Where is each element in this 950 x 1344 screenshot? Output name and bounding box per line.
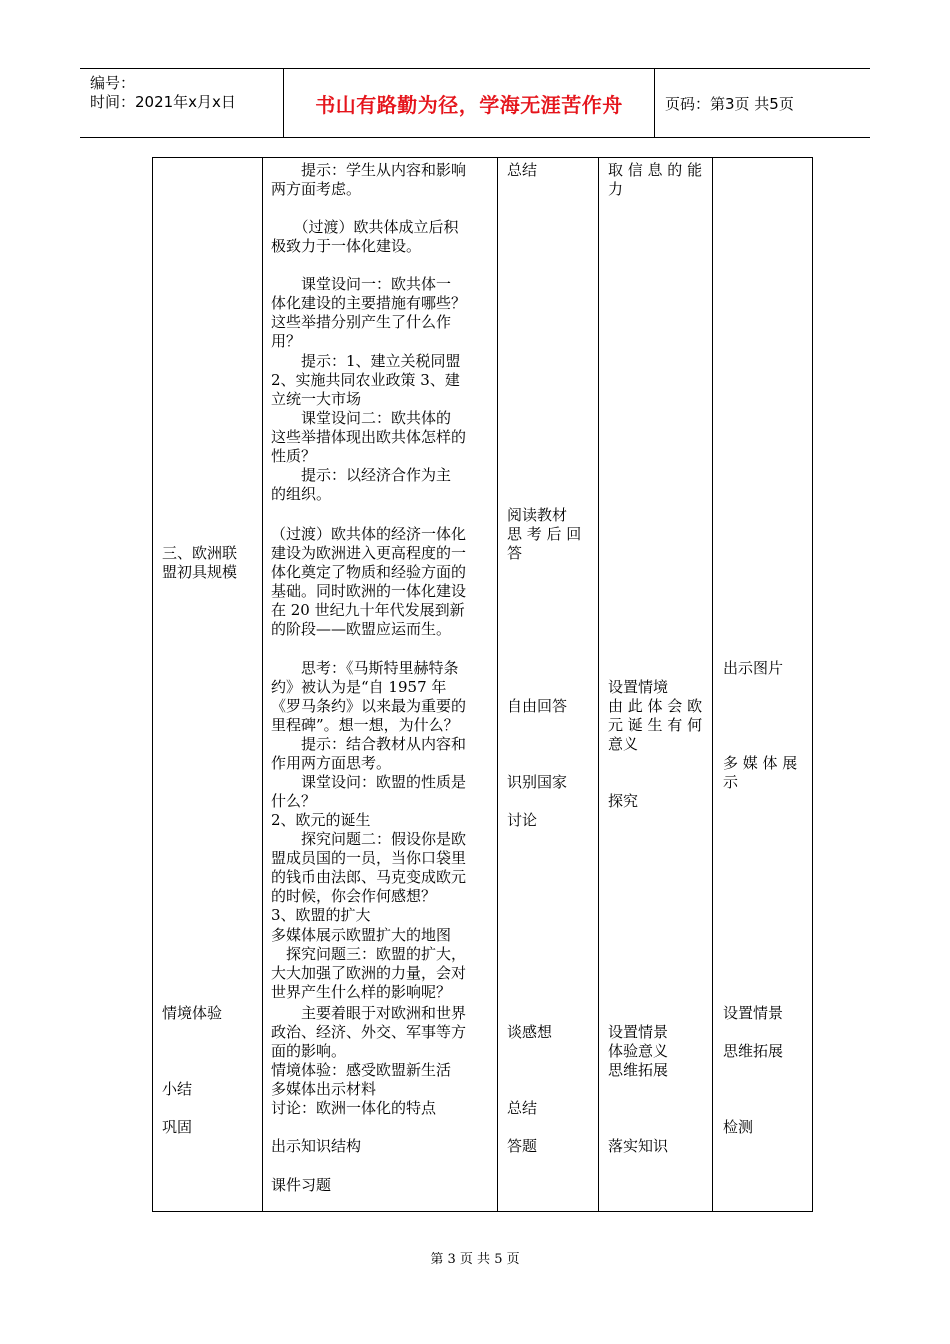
time-line: 时间：2021年x月x日 [90,93,236,111]
text-line: 示 [723,773,739,791]
section-title-line: 盟初具规模 [162,563,238,581]
number-label: 编号： [90,74,136,92]
text-line: 落实知识 [608,1137,669,1155]
text-line: 提示：1、建立关税同盟 [271,352,461,370]
text-line: 总结 [507,1099,538,1117]
text-line: 答题 [507,1137,538,1155]
text-line: 世界产生什么样的影响呢？ [271,983,452,1001]
text-line: 3、欧盟的扩大 [271,906,371,924]
text-line: 盟成员国的一员，当你口袋里 [271,849,467,867]
text-line: 2、欧元的诞生 [271,811,371,829]
lesson-table [152,157,813,1212]
text-line: 这些举措体现出欧共体怎样的 [271,428,467,446]
text-line: 多 媒 体 展 [723,754,798,772]
text-line: 性质？ [271,447,317,465]
text-line: 设置情景 [723,1004,784,1022]
text-line: 思考：《马斯特里赫特条 [271,659,459,677]
text-line: 多媒体展示欧盟扩大的地图 [271,926,452,944]
text-line: 体验意义 [608,1042,669,1060]
section-title-line: 三、欧洲联 [162,544,238,562]
text-line: 课堂设问二：欧共体的 [271,409,452,427]
page-header [80,68,870,138]
text-line: 答 [507,544,523,562]
text-line: 自由回答 [507,697,568,715]
text-line: 政治、经济、外交、军事等方 [271,1023,467,1041]
text-line: 基础。同时欧洲的一体化建设 [271,582,467,600]
text-line: 立统一大市场 [271,390,362,408]
text-line: 情境体验：感受欧盟新生活 [271,1061,452,1079]
text-line: 阅读教材 [507,506,568,524]
text-line: 作用两方面思考。 [271,754,392,772]
text-line: 约》被认为是“自 1957 年 [271,678,447,696]
text-line: 出示知识结构 [271,1137,362,1155]
header-meta [80,69,284,137]
text-line: 的阶段——欧盟应运而生。 [271,620,452,638]
section-label: 情境体验 [162,1004,223,1022]
column-design-intent [598,158,713,1211]
section-label: 巩固 [162,1118,193,1136]
text-line: 提示：学生从内容和影响 [271,161,467,179]
text-line: 提示：结合教材从内容和 [271,735,467,753]
text-line: 由 此 体 会 欧 [608,697,703,715]
text-line: 体化建设的主要措施有哪些？ [271,294,467,312]
text-line: 设置情境 [608,678,669,696]
text-line: 出示图片 [723,659,784,677]
text-line: 课堂设问：欧盟的性质是 [271,773,467,791]
text-line: 什么？ [271,792,317,810]
text-line: 检测 [723,1118,754,1136]
text-line: 课堂设问一：欧共体一 [271,275,452,293]
text-line: 提示：以经济合作为主 [271,466,452,484]
text-line: 探究问题三：欧盟的扩大， [271,945,467,963]
text-line: 多媒体出示材料 [271,1080,377,1098]
column-teacher-activity [262,158,498,1211]
text-line: 两方面考虑。 [271,180,362,198]
text-line: 课件习题 [271,1176,332,1194]
text-line: 建设为欧洲进入更高程度的一 [271,544,467,562]
text-line: 设置情景 [608,1023,669,1041]
section-label: 小结 [162,1080,193,1098]
text-line: 意义 [608,735,639,753]
text-line: 这些举措分别产生了什么作 [271,313,452,331]
text-line: 谈感想 [507,1023,553,1041]
text-line: （过渡）欧共体的经济一体化 [271,525,467,543]
text-line: 探究问题二：假设你是欧 [271,830,467,848]
text-line: 极致力于一体化建设。 [271,237,422,255]
text-line: 面的影响。 [271,1042,347,1060]
text-line: 思维拓展 [608,1061,669,1079]
text-line: （过渡）欧共体成立后积 [271,218,459,236]
column-media [712,158,813,1211]
text-line: 用？ [271,332,302,350]
text-line: 识别国家 [507,773,568,791]
column-student-activity [497,158,599,1211]
header-motto-cell [284,69,655,137]
text-line: 的钱币由法郎、马克变成欧元 [271,868,467,886]
text-line: 的组织。 [271,485,332,503]
text-line: 力 [608,180,624,198]
text-line: 体化奠定了物质和经验方面的 [271,563,467,581]
text-line: 大大加强了欧洲的力量，会对 [271,964,467,982]
page-info: 页码：第3页 共5页 [665,94,794,113]
text-line: 思维拓展 [723,1042,784,1060]
text-line: 2、实施共同农业政策 3、建 [271,371,460,389]
text-line: 《罗马条约》以来最为重要的 [271,697,467,715]
text-line: 主要着眼于对欧洲和世界 [271,1004,467,1022]
text-line: 取 信 息 的 能 [608,161,703,179]
text-line: 讨论 [507,811,538,829]
text-line: 元 诞 生 有 何 [608,716,703,734]
page-footer: 第 3 页 共 5 页 [430,1252,520,1267]
column-section [153,158,262,1211]
text-line: 在 20 世纪九十年代发展到新 [271,601,465,619]
text-line: 探究 [608,792,639,810]
text-line: 的时候，你会作何感想？ [271,887,437,905]
text-line: 里程碑”。想一想，为什么？ [271,716,459,734]
text-line: 讨论：欧洲一体化的特点 [271,1099,437,1117]
text-line: 总结 [507,161,538,179]
text-line: 思 考 后 回 [507,525,582,543]
motto: 书山有路勤为径，学海无涯苦作舟 [315,92,623,117]
